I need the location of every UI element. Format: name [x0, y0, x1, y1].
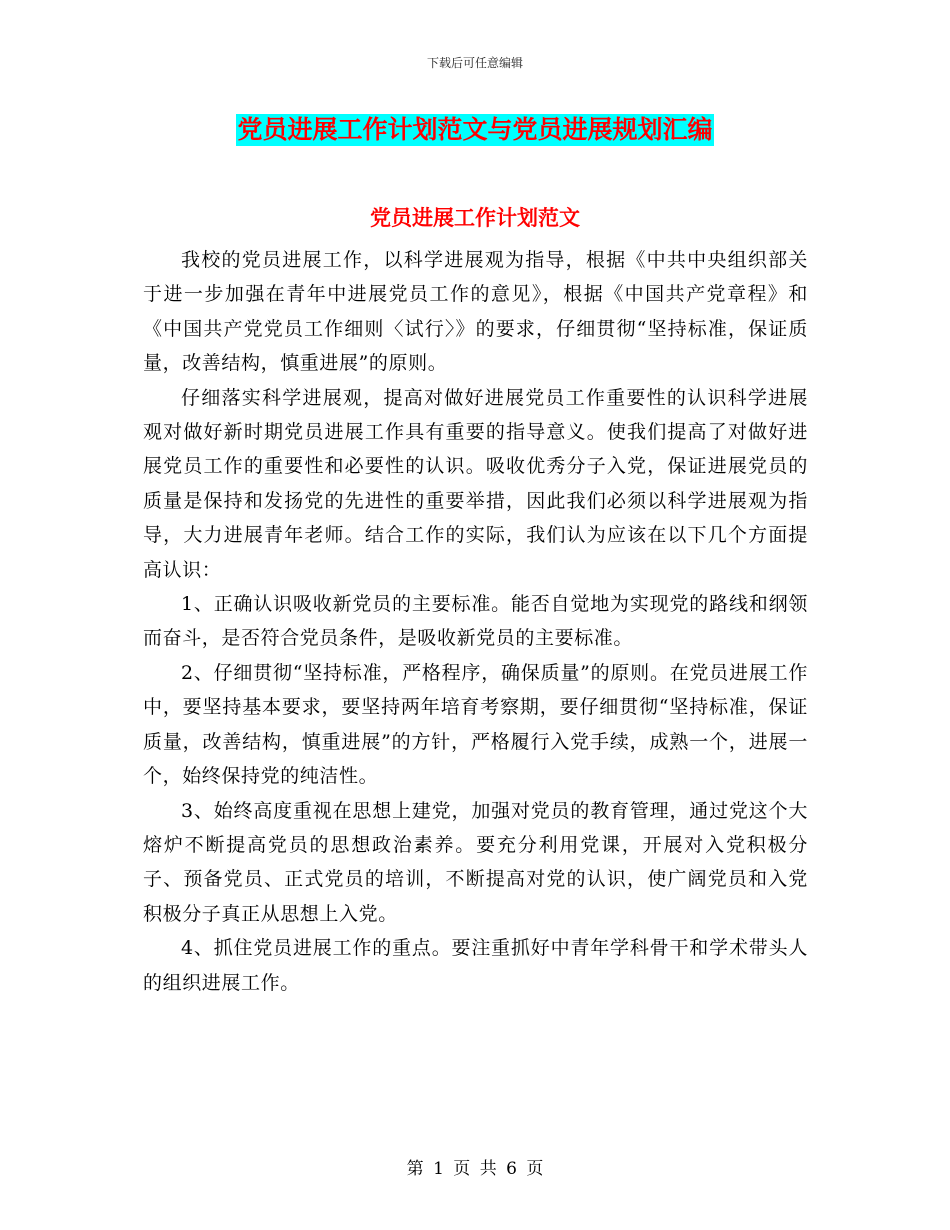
page-number: 第 1 页 共 6 页 [406, 1159, 544, 1179]
paragraph: 1、正确认识吸收新党员的主要标准。能否自觉地为实现党的路线和纲领而奋斗，是否符合党员条件，是吸收新党员的主要标准。 [143, 593, 808, 650]
section-title: 党员进展工作计划范文 [370, 206, 580, 230]
paragraph: 4、抓住党员进展工作的重点。要注重抓好中青年学科骨干和学术带头人的组织进展工作。 [143, 937, 808, 994]
document-title-text: 党员进展工作计划范文与党员进展规划汇编 [237, 115, 713, 144]
paragraph: 2、仔细贯彻“坚持标准，严格程序，确保质量”的原则。在党员进展工作中，要坚持基本要求，要坚持两年培育考察期，要仔细贯彻“坚持标准，保证质量，改善结构，慎重进展”的方针，严格履行入党手续，成熟一个，进展一个，始终保持党的纯洁性。 [143, 661, 808, 788]
paragraph: 仔细落实科学进展观，提高对做好进展党员工作重要性的认识科学进展观对做好新时期党员进展工作具有重要的指导意义。使我们提高了对做好进展党员工作的重要性和必要性的认识。吸收优秀分子入党，保证进展党员的质量是保持和发扬党的先进性的重要举措，因此我们必须以科学进展观为指导，大力进展青年老师。结合工作的实际，我们认为应该在以下几个方面提高认识： [143, 386, 808, 581]
paragraph: 3、始终高度重视在思想上建党，加强对党员的教育管理，通过党这个大熔炉不断提高党员的思想政治素养。要充分利用党课，开展对入党积极分子、预备党员、正式党员的培训，不断提高对党的认识，使广阔党员和入党积极分子真正从思想上入党。 [143, 799, 808, 925]
header-note: 下载后可任意编辑 [426, 56, 523, 70]
paragraph: 我校的党员进展工作，以科学进展观为指导，根据《中共中央组织部关于进一步加强在青年中进展党员工作的意见》，根据《中国共产党章程》和《中国共产党党员工作细则〈试行〉》的要求，仔细贯彻“坚持标准，保证质量，改善结构，慎重进展”的原则。 [143, 249, 808, 375]
document-title [0, 114, 950, 146]
document-body [143, 221, 808, 1000]
